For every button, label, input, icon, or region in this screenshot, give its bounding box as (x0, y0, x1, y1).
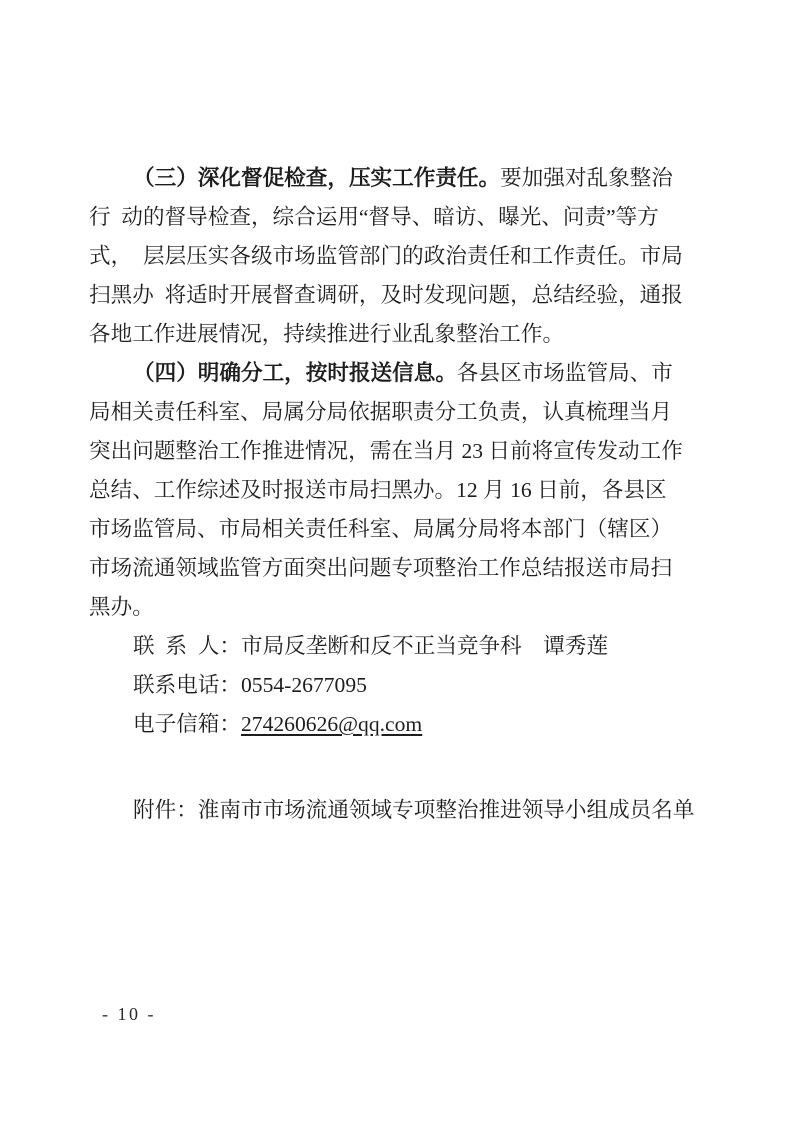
bold-heading-run: （三）深化督促检查，压实工作责任。 (133, 166, 501, 190)
text-run: 联 系 人：市局反垄断和反不正当竞争科 谭秀莲 (133, 634, 609, 658)
text-line (89, 237, 719, 276)
text-line (89, 393, 719, 432)
text-run: 行 动的督导检查，综合运用“督导、暗访、曝光、问责”等方 (89, 205, 659, 229)
text-line (89, 432, 719, 471)
attachment-line (89, 791, 719, 830)
contact-email-line (89, 705, 719, 744)
text-line (89, 510, 719, 549)
text-line (89, 276, 719, 315)
text-line (89, 588, 719, 627)
text-run: 式， 层层压实各级市场监管部门的政治责任和工作责任。市局 (89, 244, 683, 268)
text-line (89, 354, 719, 393)
contact-phone-line (89, 666, 719, 705)
text-run: 附件：淮南市市场流通领域专项整治推进领导小组成员名单 (133, 798, 695, 822)
text-run: 各地工作进展情况，持续推进行业乱象整治工作。 (89, 322, 565, 346)
text-run: 黑办。 (89, 595, 154, 619)
page-number: - 10 - (102, 1004, 156, 1024)
text-run: 电子信箱： (133, 712, 241, 736)
text-run: 市场监管局、市局相关责任科室、局属分局将本部门（辖区） (89, 517, 673, 541)
text-run: 总结、工作综述及时报送市局扫黑办。12 月 16 日前，各县区 (89, 478, 667, 502)
text-line (89, 198, 719, 237)
text-line (89, 471, 719, 510)
text-run: 扫黑办 将适时开展督查调研，及时发现问题，总结经验，通报 (89, 283, 683, 307)
text-run: 突出问题整治工作推进情况，需在当月 23 日前将宣传发动工作 (89, 439, 683, 463)
text-run: 市场流通领域监管方面突出问题专项整治工作总结报送市局扫 (89, 556, 673, 580)
text-run: 联系电话：0554-2677095 (133, 673, 367, 697)
document-body (89, 159, 719, 830)
bold-heading-run: （四）明确分工，按时报送信息。 (133, 361, 457, 385)
contact-person-line (89, 627, 719, 666)
text-line (89, 549, 719, 588)
text-run: 局相关责任科室、局属分局依据职责分工负责，认真梳理当月 (89, 400, 673, 424)
text-run: 各县区市场监管局、市 (456, 361, 673, 385)
text-line (89, 315, 719, 354)
text-run: 要加强对乱象整治 (500, 166, 673, 190)
email-link[interactable]: 274260626@qq.com (240, 712, 423, 736)
text-line (89, 159, 719, 198)
